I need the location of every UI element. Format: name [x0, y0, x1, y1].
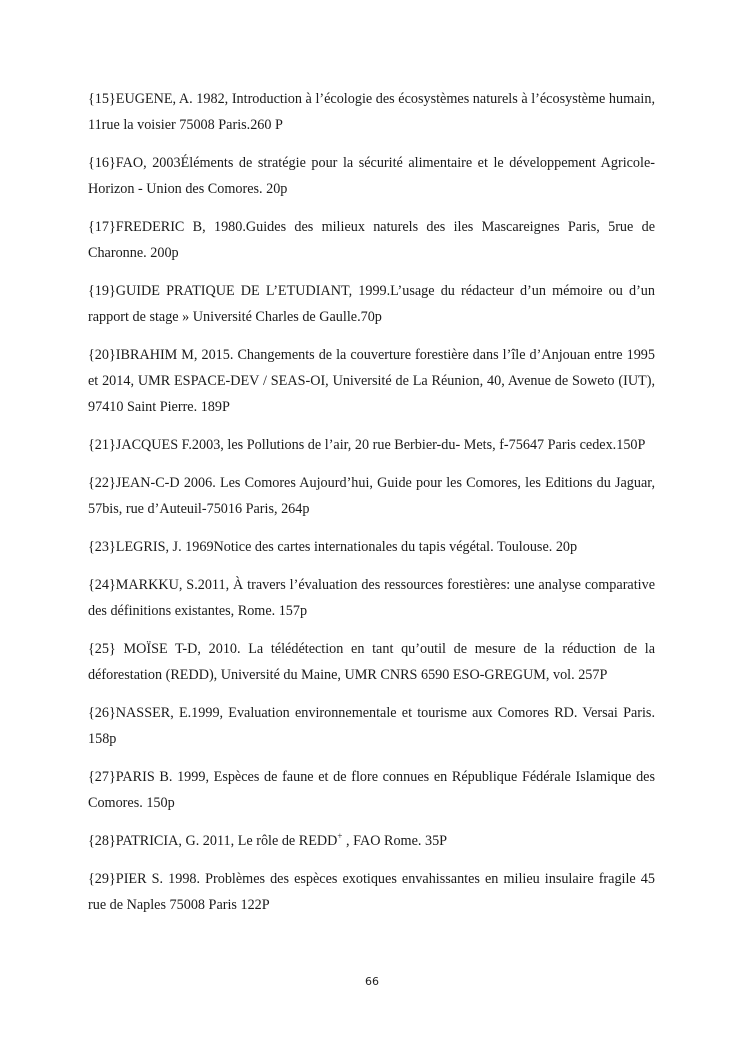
reference-22: {22}JEAN-C-D 2006. Les Comores Aujourd’hui, Guide pour les Comores, les Editions du Jaguar, 57bis, rue d’Auteuil-75016 Paris, 264p	[88, 475, 655, 517]
reference-27: {27}PARIS B. 1999, Espèces de faune et de flore connues en République Fédérale Islamique des Comores. 150p	[88, 769, 655, 811]
reference-21: {21}JACQUES F.2003, les Pollutions de l’air, 20 rue Berbier-du- Mets, f-75647 Paris cedex.150P	[88, 437, 646, 453]
reference-19: {19}GUIDE PRATIQUE DE L’ETUDIANT, 1999.L’usage du rédacteur d’un mémoire ou d’un rapport de stage » Université Charles de Gaulle.70p	[88, 283, 655, 325]
reference-24: {24}MARKKU, S.2011, À travers l’évaluation des ressources forestières: une analyse comparative des définitions existantes, Rome. 157p	[88, 577, 655, 619]
reference-17: {17}FREDERIC B, 1980.Guides des milieux naturels des iles Mascareignes Paris, 5rue de Charonne. 200p	[88, 219, 655, 261]
reference-28-superscript: +	[337, 831, 343, 841]
reference-15: {15}EUGENE, A. 1982, Introduction à l’écologie des écosystèmes naturels à l’écosystème humain, 11rue la voisier 75008 Paris.260 P	[88, 91, 655, 133]
bibliography-page	[88, 86, 655, 930]
page-number: 66	[365, 975, 379, 988]
reference-28-tail: , FAO Rome. 35P	[342, 833, 448, 849]
reference-16: {16}FAO, 2003Éléments de stratégie pour la sécurité alimentaire et le développement Agricole- Horizon - Union des Comores. 20p	[88, 155, 655, 197]
reference-20: {20}IBRAHIM M, 2015. Changements de la couverture forestière dans l’île d’Anjouan entre 1995 et 2014, UMR ESPACE-DEV / SEAS-OI, Université de La Réunion, 40, Avenue de Soweto (IUT), 97410 Saint Pierre. 189P	[88, 347, 655, 415]
reference-23: {23}LEGRIS, J. 1969Notice des cartes internationales du tapis végétal. Toulouse. 20p	[88, 539, 578, 555]
reference-26: {26}NASSER, E.1999, Evaluation environnementale et tourisme aux Comores RD. Versai Paris. 158p	[88, 705, 655, 747]
reference-28-main: {28}PATRICIA, G. 2011, Le rôle de REDD	[88, 833, 338, 849]
reference-28	[88, 828, 655, 854]
reference-25: {25} MOÏSE T-D, 2010. La télédétection en tant qu’outil de mesure de la réduction de la déforestation (REDD), Université du Maine, UMR CNRS 6590 ESO-GREGUM, vol. 257P	[88, 641, 655, 683]
reference-29: {29}PIER S. 1998. Problèmes des espèces exotiques envahissantes en milieu insulaire fragile 45 rue de Naples 75008 Paris 122P	[88, 871, 655, 913]
